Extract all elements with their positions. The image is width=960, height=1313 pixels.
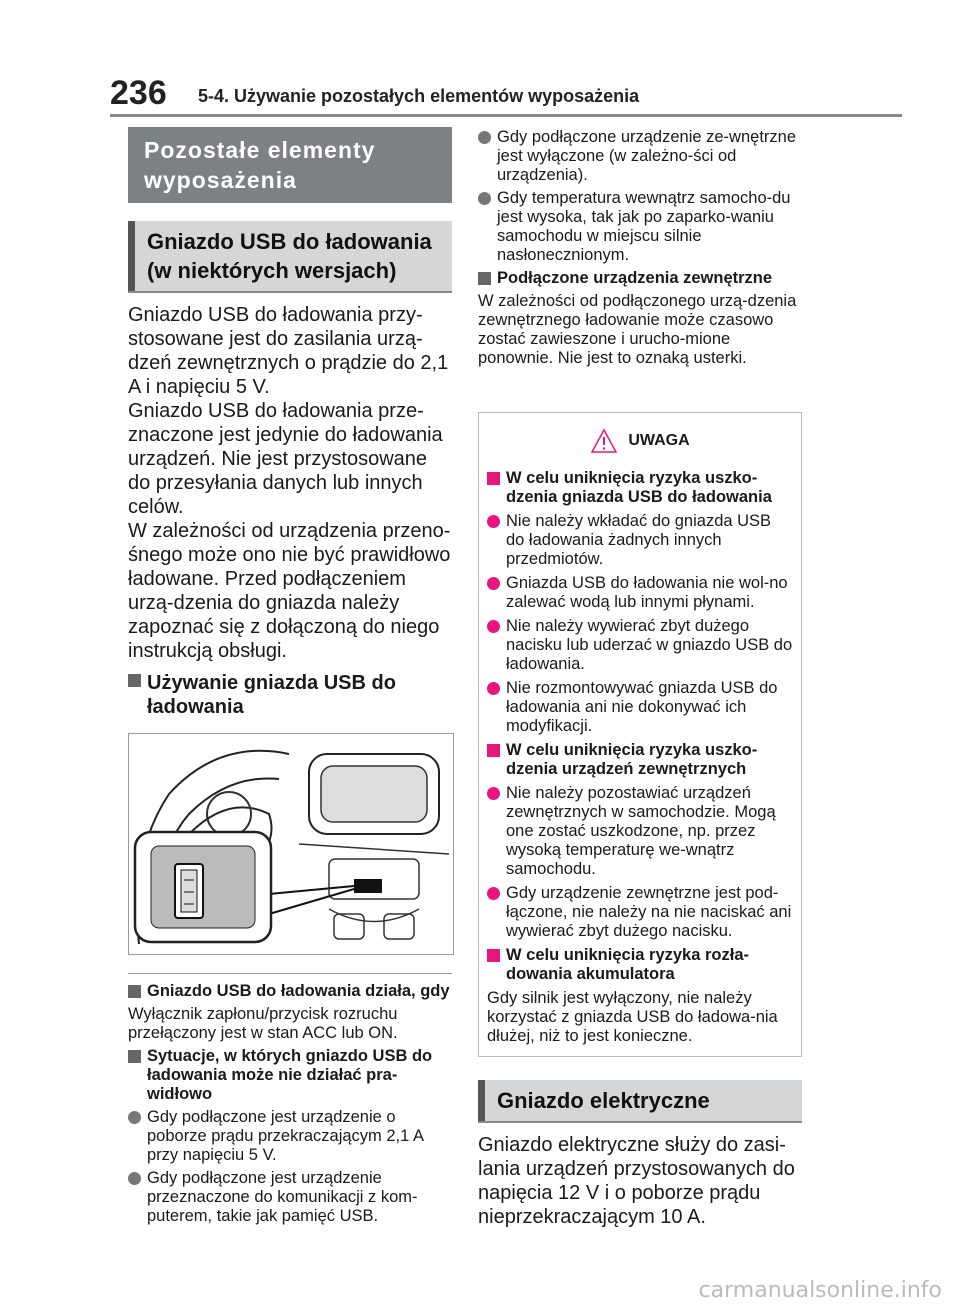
page-number: 236 — [110, 74, 167, 112]
square-bullet-icon — [487, 744, 500, 757]
caution-item — [487, 884, 793, 941]
subheading — [128, 982, 452, 1001]
caution-box — [478, 412, 802, 1057]
caution-item-text: Nie rozmontowywać gniazda USB do ładowania ani nie dokonywać ich modyfikacji. — [506, 679, 778, 735]
right-column — [478, 128, 802, 368]
page-header — [0, 0, 960, 120]
subheading — [478, 269, 802, 288]
caution-header — [487, 421, 793, 461]
caution-item-text: Gniazda USB do ładowania nie wol-no zalewać wodą lub innymi płynami. — [506, 574, 788, 611]
bullet-dot-icon — [487, 787, 500, 800]
caution-title: UWAGA — [628, 432, 690, 449]
list-item-text: Gdy podłączone jest urządzenie o poborze prądu przekraczającym 2,1 A przy napięciu 5 V. — [147, 1108, 424, 1164]
chapter-banner: Pozostałe elementy wyposażenia — [128, 127, 452, 203]
section-heading-usb: Gniazdo USB do ładowania (w niektórych wersjach) — [128, 221, 452, 291]
caution-item-text: Nie należy pozostawiać urządzeń zewnętrznych w samochodzie. Mogą one zostać uszkodzone, np. przez wysoką temperaturę we-wnątrz samochodu. — [506, 784, 776, 878]
caution-subheading — [487, 741, 793, 779]
subheading-text: Gniazdo USB do ładowania działa, gdy — [147, 982, 450, 1000]
left-column — [128, 127, 452, 1226]
list-item — [128, 1169, 452, 1226]
list-item — [478, 189, 802, 265]
caution-subheading-text: W celu uniknięcia ryzyka rozła-dowania akumulatora — [506, 946, 750, 983]
paragraph: Gniazdo elektryczne służy do zasi-lania urządzeń przystosowanych do napięcia 12 V i o poborze prądu nieprzekraczającym 10 A. — [478, 1134, 795, 1228]
subheading-text: Używanie gniazda USB do ładowania — [147, 672, 396, 718]
caution-subheading-text: W celu uniknięcia ryzyka uszko-dzenia urządzeń zewnętrznych — [506, 741, 758, 778]
square-bullet-icon — [128, 985, 141, 998]
paragraph: Gniazdo USB do ładowania prze-znaczone jest jedynie do ładowania urządzeń. Nie jest przystosowane do przesyłania danych lub innych celów. — [128, 400, 443, 518]
bullet-dot-icon — [487, 515, 500, 528]
square-bullet-icon — [128, 1050, 141, 1063]
bullet-dot-icon — [487, 887, 500, 900]
caution-subheading — [487, 946, 793, 984]
usb-port-illustration — [128, 733, 454, 955]
caution-item — [487, 784, 793, 879]
list-item — [478, 128, 802, 185]
square-bullet-icon — [128, 674, 141, 687]
paragraph: W zależności od podłączonego urzą-dzenia zewnętrznego ładowanie może czasowo zostać zawieszone i urucho-mione ponownie. Nie jest to oznaką usterki. — [478, 292, 797, 367]
bullet-dot-icon — [487, 682, 500, 695]
warning-triangle-icon — [590, 428, 618, 454]
caution-item-text: Nie należy wkładać do gniazda USB do ładowania żadnych innych przedmiotów. — [506, 512, 772, 568]
list-item-text: Gdy podłączone jest urządzenie przeznaczone do komunikacji z kom-puterem, takie jak pamięć USB. — [147, 1169, 418, 1225]
subheading — [128, 1047, 452, 1104]
bullet-dot-icon — [478, 192, 491, 205]
list-item-text: Gdy temperatura wewnątrz samocho-du jest wysoka, tak jak po zaparko-waniu samochodu w miejscu silnie nasłonecznionym. — [497, 189, 791, 264]
caution-item — [487, 679, 793, 736]
bullet-dot-icon — [478, 131, 491, 144]
paragraph: Gniazdo USB do ładowania przy-stosowane jest do zasilania urzą-dzeń zewnętrznych o prądzie do 2,1 A i napięciu 5 V. — [128, 304, 449, 398]
header-rule — [110, 114, 902, 117]
subheading-text: Sytuacje, w których gniazdo USB do ładowania może nie działać pra-widłowo — [147, 1047, 433, 1103]
caution-item-text: Gdy urządzenie zewnętrzne jest pod-łączone, nie należy na nie naciskać ani wywierać zbyt dużego nacisku. — [506, 884, 792, 940]
section-heading-socket: Gniazdo elektryczne — [478, 1080, 802, 1121]
list-item-text: Gdy podłączone urządzenie ze-wnętrzne jest wyłączone (w zależno-ści od urządzenia). — [497, 128, 797, 184]
caution-item — [487, 512, 793, 569]
square-bullet-icon — [478, 272, 491, 285]
square-bullet-icon — [487, 472, 500, 485]
caution-paragraph: Gdy silnik jest wyłączony, nie należy korzystać z gniazda USB do ładowa-nia dłużej, niż to jest konieczne. — [487, 989, 778, 1045]
caution-subheading — [487, 469, 793, 507]
subheading — [128, 671, 452, 719]
bullet-dot-icon — [128, 1111, 141, 1124]
bullet-dot-icon — [128, 1172, 141, 1185]
list-item — [128, 1108, 452, 1165]
watermark: carmanualsonline.info — [698, 1278, 942, 1303]
caution-item-text: Nie należy wywierać zbyt dużego nacisku lub uderzać w gniazdo USB do ładowania. — [506, 617, 793, 673]
bullet-dot-icon — [487, 577, 500, 590]
chapter-title: 5-4. Używanie pozostałych elementów wyposażenia — [198, 86, 640, 106]
right-column-lower — [478, 1080, 802, 1229]
paragraph: Wyłącznik zapłonu/przycisk rozruchu przełączony jest w stan ACC lub ON. — [128, 1005, 398, 1042]
square-bullet-icon — [487, 949, 500, 962]
subheading-text: Podłączone urządzenia zewnętrzne — [497, 269, 773, 287]
caution-item — [487, 617, 793, 674]
bullet-dot-icon — [487, 620, 500, 633]
caution-subheading-text: W celu uniknięcia ryzyka uszko-dzenia gniazda USB do ładowania — [506, 469, 772, 506]
paragraph: W zależności od urządzenia przeno-śnego może ono nie być prawidłowo ładowane. Przed podłączeniem urzą-dzenia do gniazda należy zapoznać się z dołączoną do niego instrukcją obsługi. — [128, 520, 451, 662]
caution-item — [487, 574, 793, 612]
